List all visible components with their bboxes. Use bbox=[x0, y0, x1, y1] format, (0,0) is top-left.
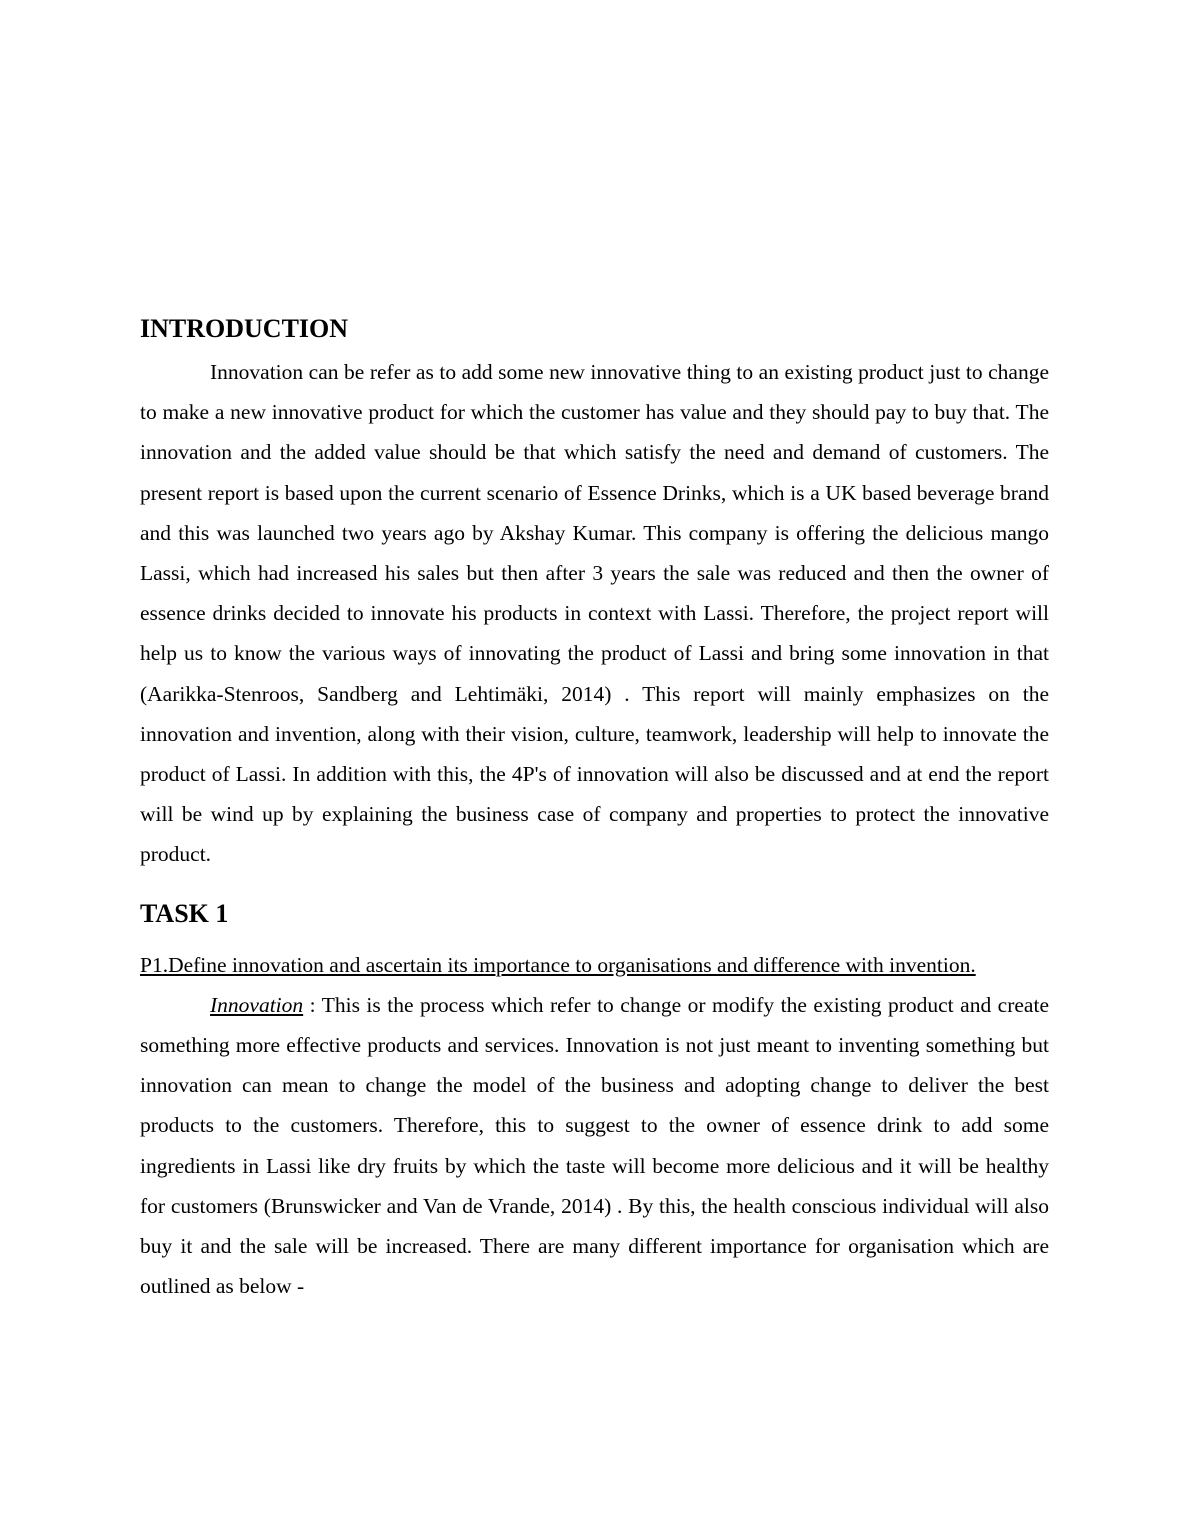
innovation-definition-text: : This is the process which refer to change or modify the existing product and create something more effective products and services. Innovation is not just meant to inventing something but innovation can mean to change the model of the business and adopting change to deliver the best products to the customers. Therefore, this to suggest to the owner of essence drink to add some ingredients in Lassi like dry fruits by which the taste will become more delicious and it will be healthy for customers (Brunswicker and Van de Vrande, 2014) . By this, the health conscious individual will also buy it and the sale will be increased. There are many different importance for organisation which are outlined as below - bbox=[140, 992, 1049, 1299]
document-page bbox=[140, 312, 1049, 1306]
task1-heading: TASK 1 bbox=[140, 898, 229, 928]
innovation-definition-paragraph bbox=[140, 985, 1049, 1307]
innovation-term: Innovation bbox=[210, 992, 304, 1017]
introduction-heading: INTRODUCTION bbox=[140, 314, 349, 343]
introduction-paragraph: Innovation can be refer as to add some new innovative thing to an existing product just to change to make a new innovative product for which the customer has value and they should pay to buy that. The innovation and the added value should be that which satisfy the need and demand of customers. The present report is based upon the current scenario of Essence Drinks, which is a UK based beverage brand and this was launched two years ago by Akshay Kumar. This company is offering the delicious mango Lassi, which had increased his sales but then after 3 years the sale was reduced and then the owner of essence drinks decided to innovate his products in context with Lassi. Therefore, the project report will help us to know the various ways of innovating the product of Lassi and bring some innovation in that (Aarikka-Stenroos, Sandberg and Lehtimäki, 2014) . This report will mainly emphasizes on the innovation and invention, along with their vision, culture, teamwork, leadership will help to innovate the product of Lassi. In addition with this, the 4P's of innovation will also be discussed and at end the report will be wind up by explaining the business case of company and properties to protect the innovative product. bbox=[140, 360, 1049, 867]
task1-question: P1.Define innovation and ascertain its importance to organisations and difference with invention. bbox=[140, 952, 976, 977]
